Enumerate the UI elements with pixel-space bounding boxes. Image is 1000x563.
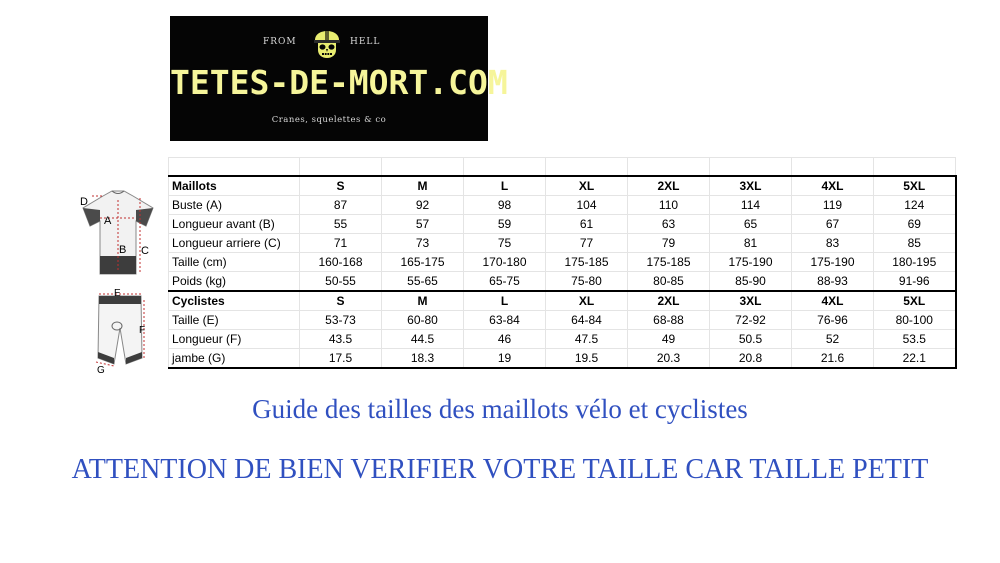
- logo-brand-name: TETES-DE-MORT.COM: [170, 63, 508, 102]
- label-a: A: [104, 215, 112, 227]
- row-label: Taille (cm): [169, 253, 300, 272]
- maillots-header-row: [169, 176, 956, 196]
- header-cell: 4XL: [792, 176, 874, 196]
- table-cell: 68-88: [628, 311, 710, 330]
- table-cell: 73: [382, 234, 464, 253]
- table-row: [169, 349, 956, 369]
- table-row: [169, 215, 956, 234]
- table-cell: 180-195: [874, 253, 956, 272]
- shorts-diagram: [84, 286, 156, 378]
- table-cell: 85: [874, 234, 956, 253]
- table-cell: 75: [464, 234, 546, 253]
- row-label: Taille (E): [169, 311, 300, 330]
- table-cell: 63: [628, 215, 710, 234]
- table-cell: 65: [710, 215, 792, 234]
- table-cell: 110: [628, 196, 710, 215]
- table-cell: 114: [710, 196, 792, 215]
- table-cell: 79: [628, 234, 710, 253]
- table-cell: 175-190: [792, 253, 874, 272]
- size-warning-caption: ATTENTION DE BIEN VERIFIER VOTRE TAILLE CAR TAILLE PETIT: [71, 454, 929, 485]
- table-cell: 92: [382, 196, 464, 215]
- table-cell: 19.5: [546, 349, 628, 369]
- table-cell: 46: [464, 330, 546, 349]
- jersey-diagram: [78, 186, 158, 286]
- header-cell: S: [300, 291, 382, 311]
- table-cell: 44.5: [382, 330, 464, 349]
- table-cell: 160-168: [300, 253, 382, 272]
- row-label: jambe (G): [169, 349, 300, 369]
- table-cell: 119: [792, 196, 874, 215]
- table-cell: 53-73: [300, 311, 382, 330]
- row-label: Longueur (F): [169, 330, 300, 349]
- table-cell: 170-180: [464, 253, 546, 272]
- header-cell: 4XL: [792, 291, 874, 311]
- header-cell: M: [382, 291, 464, 311]
- label-g: G: [97, 365, 105, 376]
- logo-tagline: Cranes, squelettes & co: [271, 115, 387, 125]
- table-cell: 76-96: [792, 311, 874, 330]
- table-cell: 63-84: [464, 311, 546, 330]
- label-d: D: [80, 196, 88, 208]
- header-cell: 5XL: [874, 176, 956, 196]
- table-row: [169, 234, 956, 253]
- table-cell: 57: [382, 215, 464, 234]
- header-cell: M: [382, 176, 464, 196]
- table-cell: 20.8: [710, 349, 792, 369]
- table-cell: 104: [546, 196, 628, 215]
- table-row: [169, 330, 956, 349]
- header-cell: S: [300, 176, 382, 196]
- row-label: Poids (kg): [169, 272, 300, 292]
- table-cell: 52: [792, 330, 874, 349]
- table-cell: 80-100: [874, 311, 956, 330]
- cyclistes-header-label: Cyclistes: [169, 291, 300, 311]
- header-cell: L: [464, 291, 546, 311]
- table-cell: 77: [546, 234, 628, 253]
- logo-from-text: FROM: [263, 37, 297, 47]
- label-b: B: [119, 244, 127, 256]
- maillots-header-label: Maillots: [169, 176, 300, 196]
- logo-hell-text: HELL: [350, 37, 381, 47]
- table-cell: 53.5: [874, 330, 956, 349]
- header-cell: 5XL: [874, 291, 956, 311]
- header-cell: 2XL: [628, 176, 710, 196]
- table-cell: 165-175: [382, 253, 464, 272]
- cycling-bib-shorts-icon: [96, 294, 144, 366]
- label-f: F: [139, 325, 146, 336]
- table-cell: 85-90: [710, 272, 792, 292]
- row-label: Buste (A): [169, 196, 300, 215]
- row-label: Longueur avant (B): [169, 215, 300, 234]
- size-chart-table: [168, 157, 957, 369]
- table-row: [169, 253, 956, 272]
- header-cell: 3XL: [710, 176, 792, 196]
- header-cell: L: [464, 176, 546, 196]
- skull-helmet-icon: [310, 22, 344, 60]
- table-cell: 50-55: [300, 272, 382, 292]
- header-cell: 3XL: [710, 291, 792, 311]
- size-guide-caption: Guide des tailles des maillots vélo et cyclistes: [252, 394, 748, 424]
- table-cell: 17.5: [300, 349, 382, 369]
- table-cell: 81: [710, 234, 792, 253]
- table-cell: 59: [464, 215, 546, 234]
- table-cell: 98: [464, 196, 546, 215]
- row-label: Longueur arriere (C): [169, 234, 300, 253]
- table-cell: 91-96: [874, 272, 956, 292]
- table-cell: 64-84: [546, 311, 628, 330]
- cycling-jersey-icon: [83, 191, 153, 274]
- table-cell: 175-185: [628, 253, 710, 272]
- table-cell: 83: [792, 234, 874, 253]
- table-cell: 80-85: [628, 272, 710, 292]
- table-cell: 47.5: [546, 330, 628, 349]
- table-cell: 175-190: [710, 253, 792, 272]
- label-c: C: [141, 245, 149, 257]
- table-cell: 18.3: [382, 349, 464, 369]
- table-cell: 65-75: [464, 272, 546, 292]
- table-cell: 67: [792, 215, 874, 234]
- table-cell: 50.5: [710, 330, 792, 349]
- table-cell: 43.5: [300, 330, 382, 349]
- table-cell: 19: [464, 349, 546, 369]
- header-cell: XL: [546, 176, 628, 196]
- table-cell: 55: [300, 215, 382, 234]
- table-row: [169, 311, 956, 330]
- table-cell: 124: [874, 196, 956, 215]
- table-cell: 88-93: [792, 272, 874, 292]
- table-cell: 20.3: [628, 349, 710, 369]
- header-cell: 2XL: [628, 291, 710, 311]
- table-cell: 175-185: [546, 253, 628, 272]
- table-spacer-row: [169, 158, 956, 177]
- table-cell: 21.6: [792, 349, 874, 369]
- table-cell: 49: [628, 330, 710, 349]
- table-cell: 72-92: [710, 311, 792, 330]
- table-cell: 69: [874, 215, 956, 234]
- cyclistes-header-row: [169, 291, 956, 311]
- table-row: [169, 272, 956, 292]
- site-logo: [170, 16, 508, 141]
- table-row: [169, 196, 956, 215]
- table-cell: 22.1: [874, 349, 956, 369]
- header-cell: XL: [546, 291, 628, 311]
- table-cell: 55-65: [382, 272, 464, 292]
- table-cell: 61: [546, 215, 628, 234]
- label-e: E: [114, 288, 121, 299]
- table-cell: 87: [300, 196, 382, 215]
- table-cell: 71: [300, 234, 382, 253]
- table-cell: 75-80: [546, 272, 628, 292]
- table-cell: 60-80: [382, 311, 464, 330]
